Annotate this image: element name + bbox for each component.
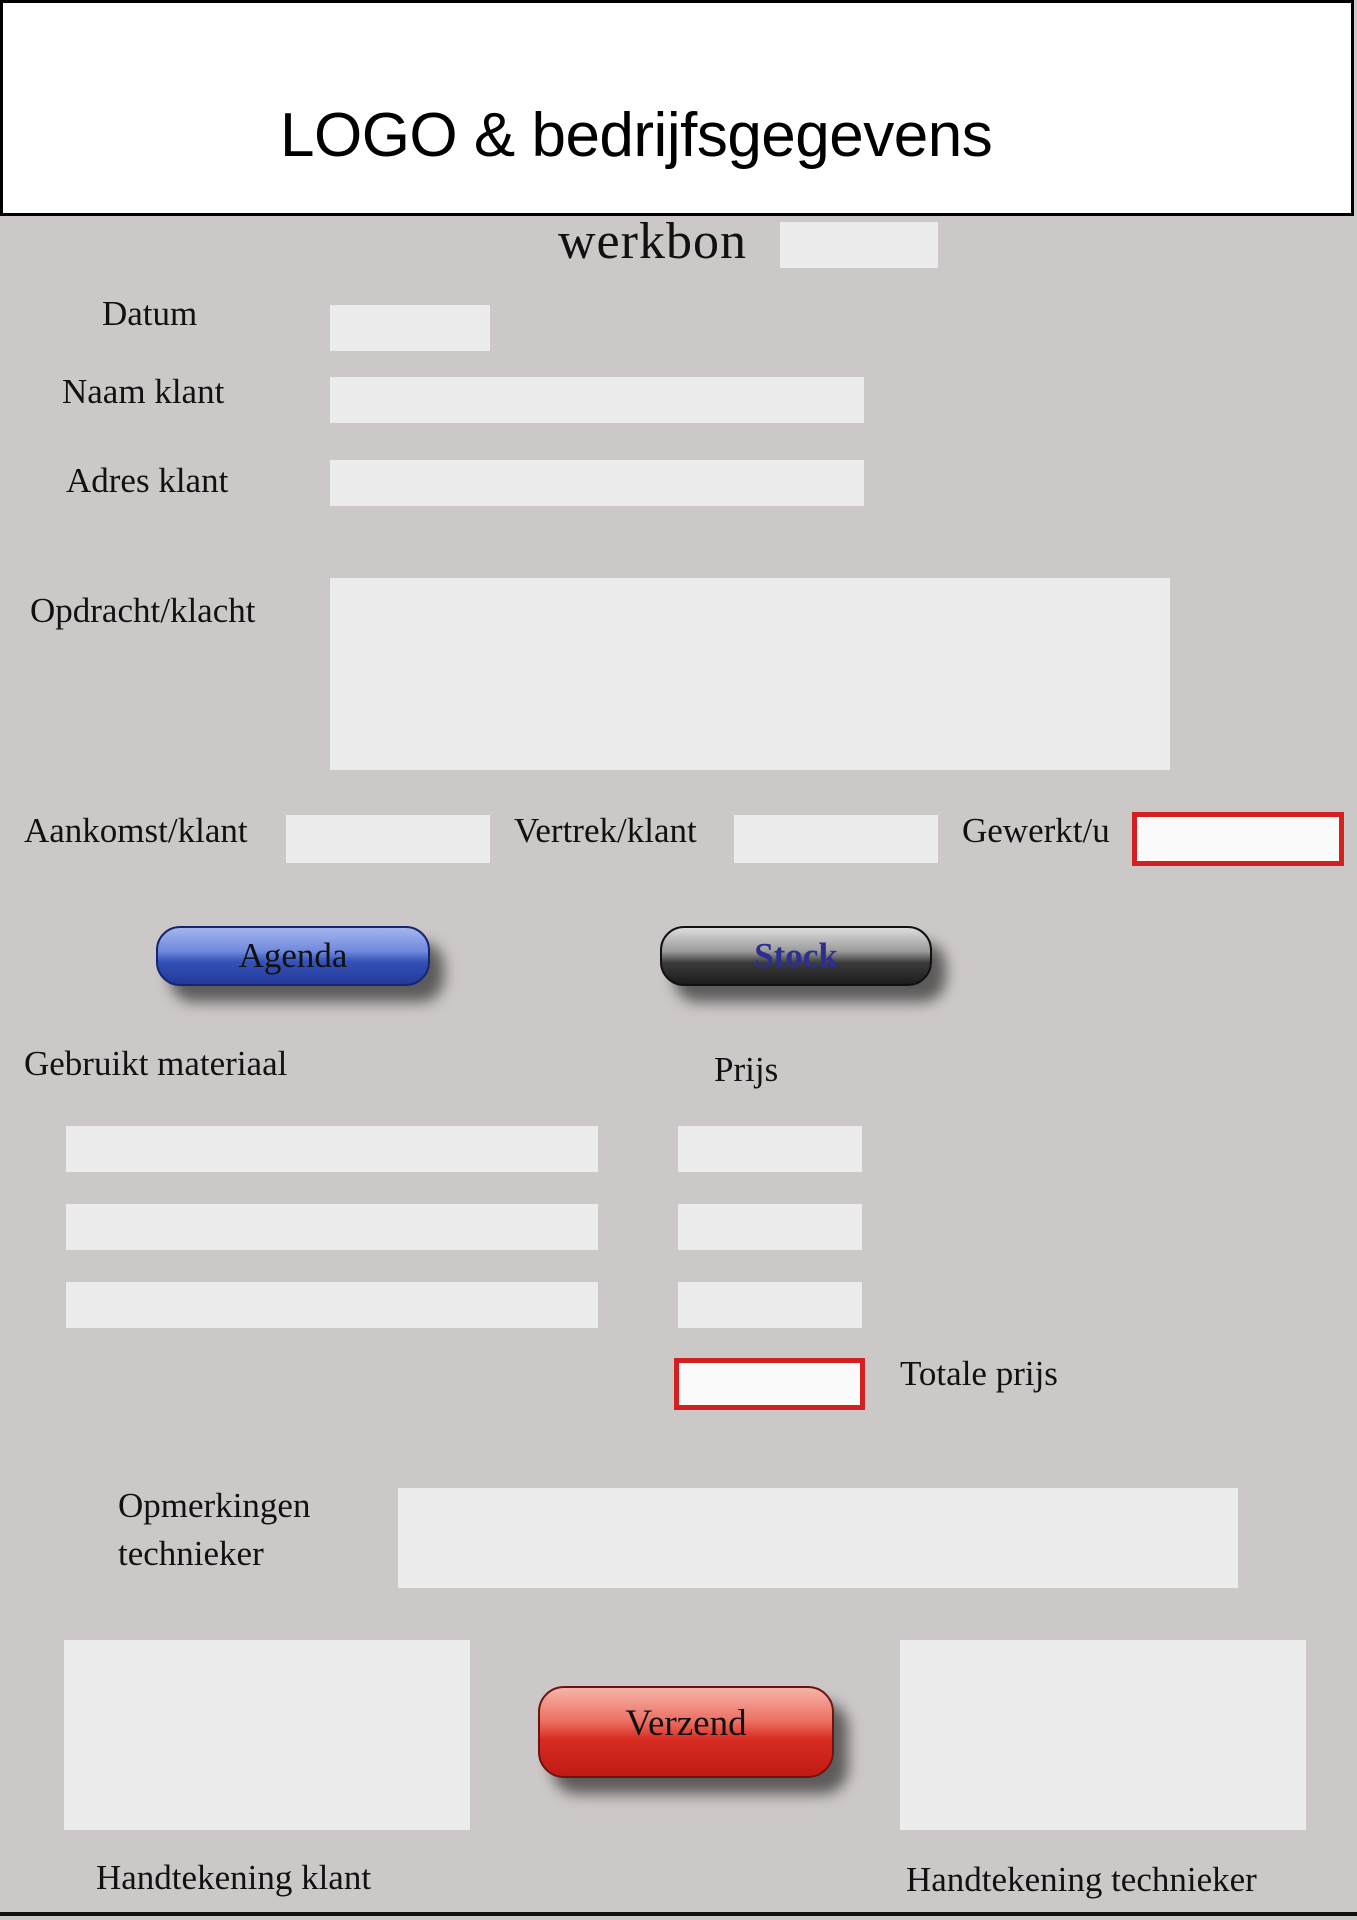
customer-signature-label: Handtekening klant	[96, 1858, 372, 1897]
date-label: Datum	[102, 294, 198, 333]
stock-button[interactable]: Stock	[660, 926, 932, 986]
customer-name-input[interactable]	[330, 377, 864, 423]
technician-signature-label: Handtekening technieker	[906, 1860, 1257, 1899]
customer-address-label: Adres klant	[66, 461, 229, 500]
material-input-1[interactable]	[66, 1126, 598, 1172]
send-button[interactable]: Verzend	[538, 1686, 834, 1778]
worked-hours-label: Gewerkt/u	[962, 811, 1110, 850]
customer-address-input[interactable]	[330, 460, 864, 506]
departure-label: Vertrek/klant	[514, 811, 697, 850]
price-input-3[interactable]	[678, 1282, 862, 1328]
technician-signature-box[interactable]	[900, 1640, 1306, 1830]
material-input-2[interactable]	[66, 1204, 598, 1250]
technician-remarks-label-line2: technieker	[118, 1534, 264, 1573]
worked-hours-input[interactable]	[1132, 812, 1344, 866]
material-input-3[interactable]	[66, 1282, 598, 1328]
arrival-label: Aankomst/klant	[24, 811, 248, 850]
agenda-button[interactable]: Agenda	[156, 926, 430, 986]
price-label: Prijs	[714, 1050, 779, 1089]
technician-remarks-textarea[interactable]	[398, 1488, 1238, 1588]
price-input-1[interactable]	[678, 1126, 862, 1172]
assignment-label: Opdracht/klacht	[30, 591, 256, 630]
customer-signature-box[interactable]	[64, 1640, 470, 1830]
customer-name-label: Naam klant	[62, 372, 225, 411]
total-price-label: Totale prijs	[900, 1354, 1058, 1393]
header-text: LOGO & bedrijfsgegevens	[280, 101, 993, 170]
technician-remarks-label	[118, 1482, 310, 1578]
materials-label: Gebruikt materiaal	[24, 1044, 288, 1083]
page-title: werkbon	[558, 213, 747, 270]
werkbon-number-input[interactable]	[780, 222, 938, 268]
arrival-input[interactable]	[286, 815, 490, 863]
technician-remarks-label-line1: Opmerkingen	[118, 1486, 311, 1525]
price-input-2[interactable]	[678, 1204, 862, 1250]
bottom-border	[0, 1912, 1357, 1916]
assignment-textarea[interactable]	[330, 578, 1170, 770]
departure-input[interactable]	[734, 815, 938, 863]
total-price-input[interactable]	[674, 1358, 865, 1410]
date-input[interactable]	[330, 305, 490, 351]
